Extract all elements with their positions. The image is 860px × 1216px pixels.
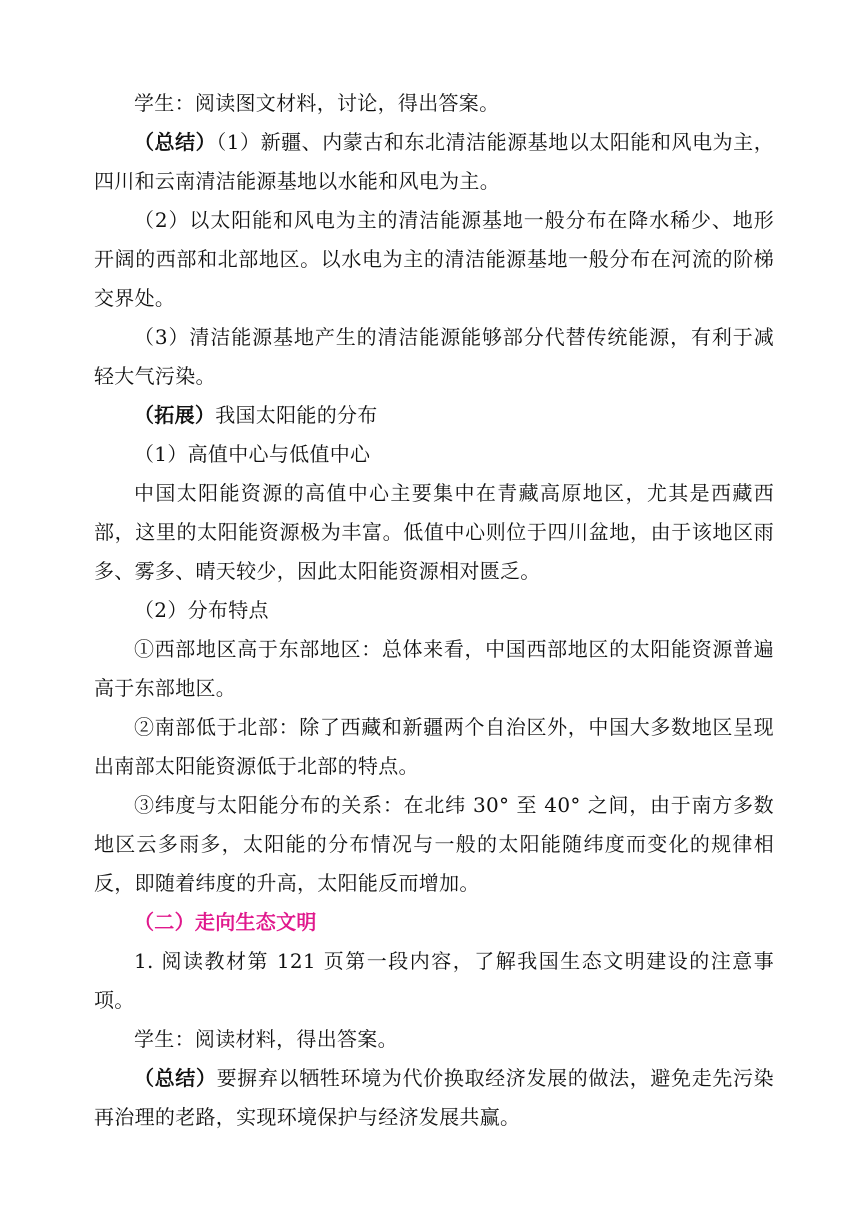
paragraph-text: （2）分布特点 [134, 598, 269, 622]
paragraph-text: 学生：阅读图文材料，讨论，得出答案。 [134, 91, 500, 115]
paragraph-text: 学生：阅读材料，得出答案。 [134, 1027, 398, 1051]
paragraph-text: ①西部地区高于东部地区：总体来看，中国西部地区的太阳能资源普遍高于东部地区。 [94, 637, 774, 700]
paragraph-summary-2 [94, 201, 774, 318]
summary-tag: （总结） [134, 1066, 217, 1090]
paragraph-text: ②南部低于北部：除了西藏和新疆两个自治区外，中国大多数地区呈现出南部太阳能资源低于北部的特点。 [94, 715, 774, 778]
expand-tag: （拓展） [134, 403, 216, 427]
paragraph-feature-3 [94, 786, 774, 903]
paragraph-text: （1）新疆、内蒙古和东北清洁能源基地以太阳能和风电为主，四川和云南清洁能源基地以水能和风电为主。 [94, 130, 775, 193]
paragraph-feature-2 [94, 708, 774, 786]
paragraph-text: 我国太阳能的分布 [215, 403, 378, 427]
paragraph-student-read [94, 84, 774, 123]
paragraph-summary-3 [94, 318, 774, 396]
paragraph-text: 1. 阅读教材第 121 页第一段内容，了解我国生态文明建设的注意事项。 [94, 949, 774, 1012]
paragraph-student-answer [94, 1020, 774, 1059]
paragraph-text: （3）清洁能源基地产生的清洁能源能够部分代替传统能源，有利于减轻大气污染。 [94, 325, 774, 388]
paragraph-text: 要摒弃以牺牲环境为代价换取经济发展的做法，避免走先污染再治理的老路，实现环境保护与经济发展共赢。 [94, 1066, 774, 1129]
paragraph-text: （1）高值中心与低值中心 [134, 442, 371, 466]
paragraph-text: ③纬度与太阳能分布的关系：在北纬 30° 至 40° 之间，由于南方多数地区云多雨多，太阳能的分布情况与一般的太阳能随纬度而变化的规律相反，即随着纬度的升高，太阳能反而增加。 [94, 793, 774, 895]
paragraph-expand [94, 396, 774, 435]
document-page [94, 84, 774, 1137]
paragraph-high-low-centers [94, 474, 774, 591]
section-heading: （二）走向生态文明 [134, 910, 317, 934]
paragraph-subheading-2 [94, 591, 774, 630]
paragraph-text: （2）以太阳能和风电为主的清洁能源基地一般分布在降水稀少、地形开阔的西部和北部地区。以水电为主的清洁能源基地一般分布在河流的阶梯交界处。 [94, 208, 774, 310]
paragraph-subheading-1 [94, 435, 774, 474]
summary-tag: （总结） [134, 130, 217, 154]
paragraph-feature-1 [94, 630, 774, 708]
paragraph-read-textbook [94, 942, 774, 1020]
paragraph-text: 中国太阳能资源的高值中心主要集中在青藏高原地区，尤其是西藏西部，这里的太阳能资源极为丰富。低值中心则位于四川盆地，由于该地区雨多、雾多、晴天较少，因此太阳能资源相对匮乏。 [94, 481, 774, 583]
paragraph-summary-1 [94, 123, 774, 201]
paragraph-final-summary [94, 1059, 774, 1137]
